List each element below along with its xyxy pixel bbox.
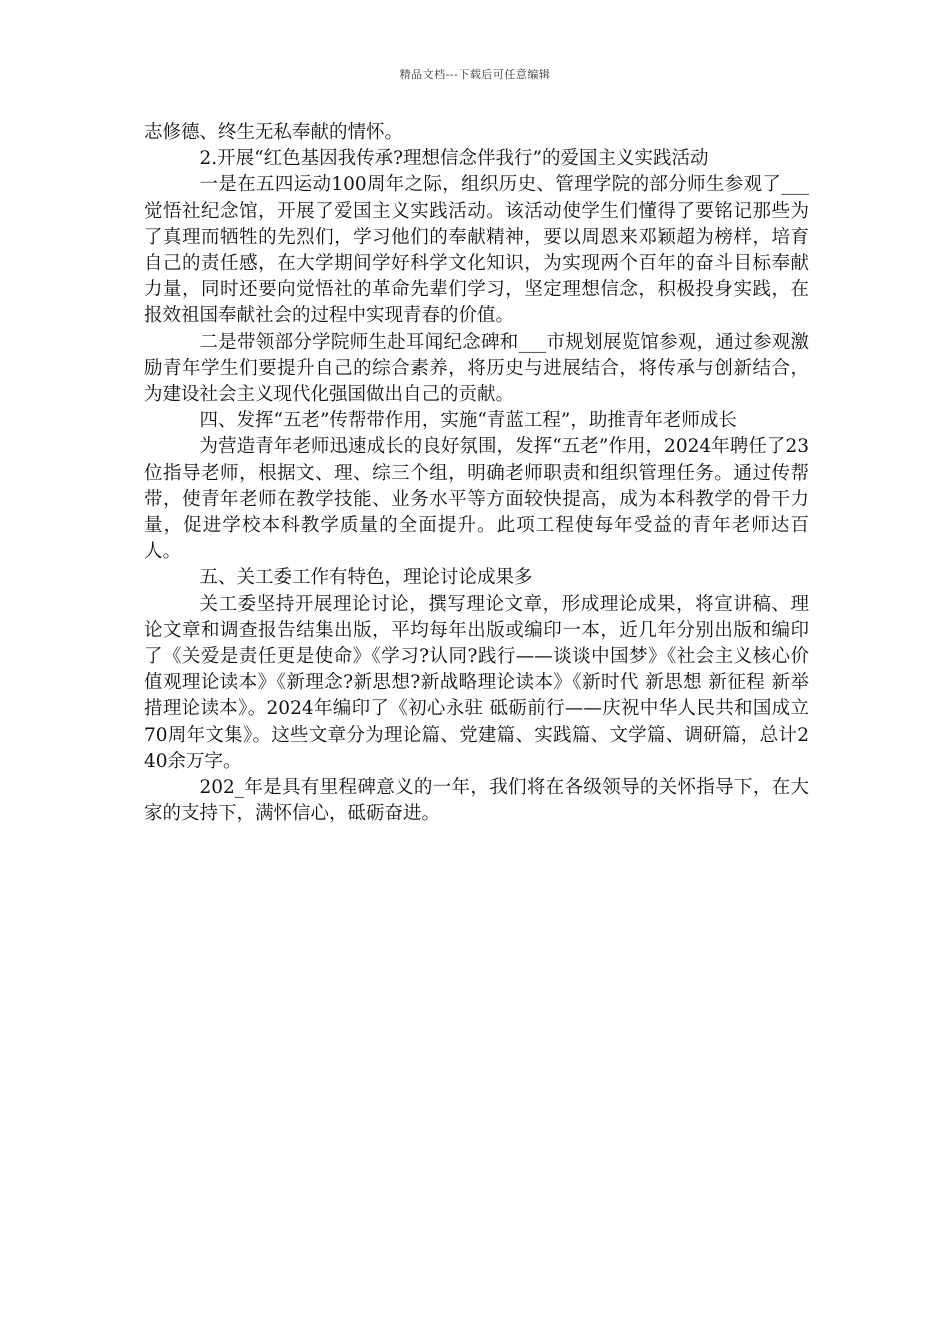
paragraph-theory-research: 关工委坚持开展理论讨论，撰写理论文章，形成理论成果，将宣讲稿、理论文章和调查报告结集出版，平均每年出版或编印一本，近几年分别出版和编印了《关爱是责任更是使命》《学习?认同?践行——谈谈中国梦》《社会主义核心价值观理论读本》《新理念?新思想?新战略理论读本》《新时代 新思想 新征程 新举措理论读本》。2024年编印了《初心永驻 砥砺前行——庆祝中华人民共和国成立70周年文集》。这些文章分为理论篇、党建篇、实践篇、文学篇、调研篇，总计240余万字。 bbox=[144, 593, 809, 772]
paragraph-patriotic-practice-2: 二是带领部分学院师生赴耳闻纪念碑和___市规划展览馆参观，通过参观激励青年学生们要提升自己的综合素养，将历史与进展结合，将传承与创新结合，为建设社会主义现代化强国做出自己的贡献。 bbox=[144, 331, 809, 406]
subsection-heading-red-gene: 2.开展“红色基因我传承?理想信念伴我行”的爱国主义实践活动 bbox=[199, 148, 709, 170]
paragraph-closing: 202_年是具有里程碑意义的一年，我们将在各级领导的关怀指导下，在大家的支持下，满怀信心，砥砺奋进。 bbox=[144, 777, 809, 825]
paragraph-continuation: 志修德、终生无私奉献的情怀。 bbox=[144, 122, 404, 143]
paragraph-patriotic-practice-1: 一是在五四运动100周年之际，组织历史、管理学院的部分师生参观了___觉悟社纪念馆，开展了爱国主义实践活动。该活动使学生们懂得了要铭记那些为了真理而牺牲的先烈们，学习他们的奉献精神，要以周恩来邓颖超为榜样，培育自己的责任感，在大学期间学好科学文化知识，为实现两个百年的奋斗目标奉献力量，同时还要向觉悟社的革命先辈们学习，坚定理想信念，积极投身实践，在报效祖国奉献社会的过程中实现青春的价值。 bbox=[144, 174, 809, 327]
page-header: 精品文档---下载后可任意编辑 bbox=[399, 68, 551, 81]
section-heading-theory-research: 五、关工委工作有特色，理论讨论成果多 bbox=[199, 567, 533, 589]
paragraph-five-elders: 为营造青年老师迅速成长的良好氛围，发挥“五老”作用，2024年聘任了23位指导老师，根据文、理、综三个组，明确老师职责和组织管理任务。通过传帮带，使青年老师在教学技能、业务水平等方面较快提高，成为本科教学的骨干力量，促进学校本科教学质量的全面提升。此项工程使每年受益的青年老师达百人。 bbox=[144, 436, 809, 563]
document-body bbox=[144, 120, 809, 827]
section-heading-five-elders: 四、发挥“五老”传帮带作用，实施“青蓝工程”，助推青年老师成长 bbox=[199, 410, 737, 432]
